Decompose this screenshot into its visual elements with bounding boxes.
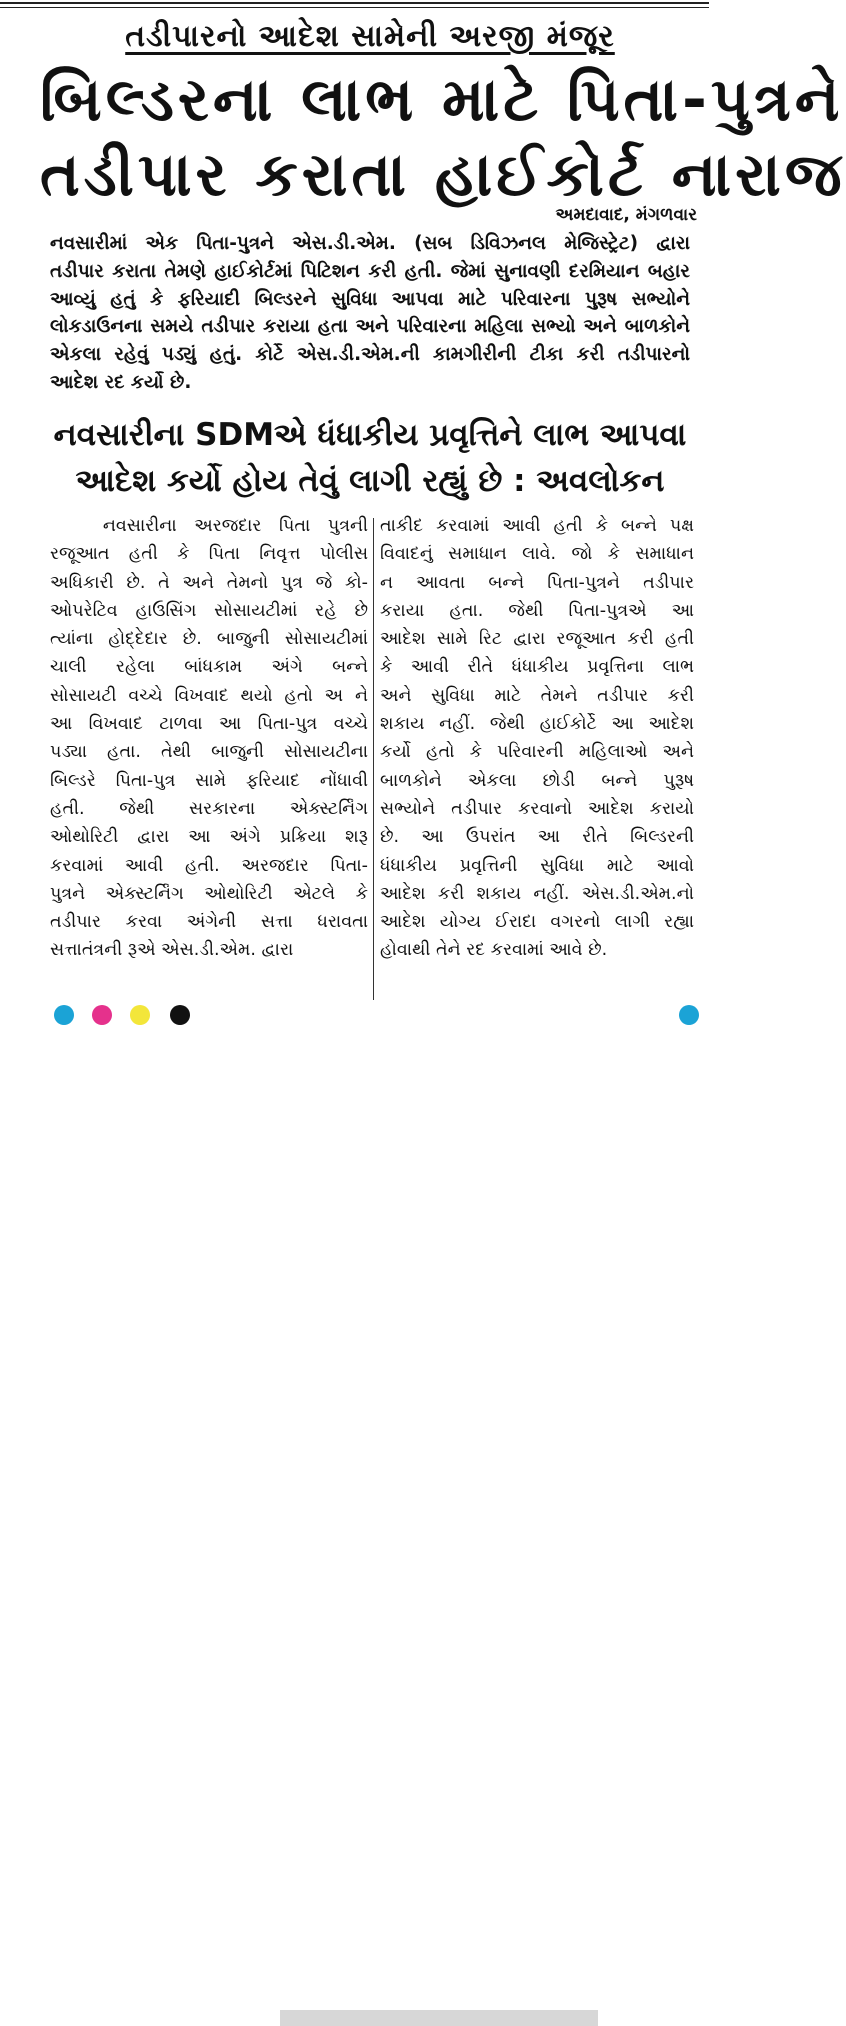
body-line: તાકીદ કરવામાં આવી હતી કે બન્ને પક્ષ (380, 516, 694, 536)
lead-line: આવ્યું હતું કે ફરિયાદી બિલ્ડરને સુવિધા આપવા માટે પરિવારના પુરૂષ સભ્યોને (50, 288, 690, 310)
body-line: આ વિખવાદ ટાળવા આ પિતા-પુત્ર વચ્ચે (50, 714, 368, 735)
magenta-registration-dot (92, 1005, 112, 1025)
body-line: પડ્યા હતા. તેથી બાજુની સોસાયટીના (50, 742, 368, 763)
body-line: ઓથોરિટી દ્વારા આ અંગે પ્રક્રિયા શરૂ (50, 827, 368, 848)
body-line: કરાયા હતા. જેથી પિતા-પુત્રએ આ (380, 600, 694, 621)
body-line: તડીપાર કરવા અંગેની સત્તા ધરાવતા (50, 912, 368, 933)
black-registration-dot (170, 1005, 190, 1025)
body-line: આદેશ કરી શકાય નહીં. એસ.ડી.એમ.નો (380, 883, 694, 904)
main-headline-line-2: તડીપાર કરાતા હાઈકોર્ટ નારાજ (40, 140, 846, 210)
body-line: સોસાયટી વચ્ચે વિખવાદ થયો હતો અ ને (50, 685, 368, 706)
body-line: પુત્રને એક્સ્ટર્નિંગ ઓથોરિટી એટલે કે (50, 883, 368, 904)
body-line: ત્યાંના હોદ્દેદાર છે. બાજુની સોસાયટીમાં (50, 629, 368, 650)
column-divider (373, 518, 374, 1000)
cyan-registration-dot (54, 1005, 74, 1025)
body-line: વિવાદનું સમાધાન લાવે. જો કે સમાધાન (380, 544, 694, 565)
body-column-right (380, 512, 694, 965)
body-line: સભ્યોને તડીપાર કરવાનો આદેશ કરાયો (380, 798, 694, 819)
lead-line: એકલા રહેવું પડ્યું હતું. કોર્ટે એસ.ડી.એમ.ની કામગીરીની ટીકા કરી તડીપારનો (50, 344, 690, 366)
body-line: કરવામાં આવી હતી. અરજદાર પિતા- (50, 855, 368, 876)
body-line: બિલ્ડરે પિતા-પુત્ર સામે ફરિયાદ નોંધાવી (50, 770, 368, 791)
body-column-left (50, 512, 368, 965)
subheadline-line-2: આદેશ કર્યો હોય તેવું લાગી રહ્યું છે : અવલોકન (75, 463, 665, 499)
body-line: ન આવતા બન્ને પિતા-પુત્રને તડીપાર (380, 572, 694, 593)
body-line: છે. આ ઉપરાંત આ રીતે બિલ્ડરની (380, 827, 694, 848)
body-line: ઓપરેટિવ હાઉસિંગ સોસાયટીમાં રહે છે (50, 600, 368, 621)
cyan-registration-dot-right (679, 1005, 699, 1025)
body-line: ધંધાકીય પ્રવૃત્તિની સુવિધા માટે આવો (380, 855, 694, 876)
gray-color-bar (280, 2010, 598, 2026)
top-rule (0, 0, 709, 10)
body-line: અધિકારી છે. તે અને તેમનો પુત્ર જે કો- (50, 572, 368, 593)
body-line: શકાય નહીં. જેથી હાઈકોર્ટે આ આદેશ (380, 714, 694, 735)
body-line: આદેશ સામે રિટ દ્વારા રજૂઆત કરી હતી (380, 629, 694, 650)
main-headline-line-1: બિલ્ડરના લાભ માટે પિતા-પુત્રને (40, 65, 844, 135)
body-line: બાળકોને એકલા છોડી બન્ને પુરૂષ (380, 770, 694, 791)
body-line: રજૂઆત હતી કે પિતા નિવૃત્ત પોલીસ (50, 544, 368, 565)
body-line: ચાલી રહેલા બાંધકામ અંગે બન્ને (50, 657, 368, 678)
body-line: કર્યો હતો કે પરિવારની મહિલાઓ અને (380, 742, 694, 763)
lead-line: આદેશ રદ કર્યો છે. (50, 371, 192, 393)
lead-line: નવસારીમાં એક પિતા-પુત્રને એસ.ડી.એમ. (સબ ડિવિઝનલ મેજિસ્ટ્રેટ) દ્વારા (50, 233, 690, 254)
yellow-registration-dot (130, 1005, 150, 1025)
kicker-headline: તડીપારનો આદેશ સામેની અરજી મંજૂર (125, 19, 615, 54)
lead-paragraph (50, 230, 690, 397)
body-line: સત્તાતંત્રની રૂએ એસ.ડી.એમ. દ્વારા (50, 940, 294, 961)
dateline: અમદાવાદ, મંગળવાર (555, 205, 697, 225)
body-line: નવસારીના અરજદાર પિતા પુત્રની (50, 516, 368, 536)
body-line: અને સુવિધા માટે તેમને તડીપાર કરી (380, 685, 694, 706)
lead-line: લોકડાઉનના સમયે તડીપાર કરાયા હતા અને પરિવારના મહિલા સભ્યો અને બાળકોને (50, 316, 690, 338)
body-line: આદેશ યોગ્ય ઈરાદા વગરનો લાગી રહ્યા (380, 912, 694, 933)
subheadline-line-1: નવસારીના SDMએ ધંધાકીય પ્રવૃત્તિને લાભ આપવા (53, 417, 687, 453)
lead-line: તડીપાર કરાતા તેમણે હાઈકોર્ટમાં પિટિશન કરી હતી. જેમાં સુનાવણી દરમિયાન બહાર (50, 260, 690, 282)
body-line: હતી. જેથી સરકારના એક્સ્ટર્નિંગ (50, 798, 368, 819)
body-line: કે આવી રીતે ધંધાકીય પ્રવૃત્તિના લાભ (380, 657, 694, 678)
body-line: હોવાથી તેને રદ કરવામાં આવે છે. (380, 940, 608, 961)
registration-marks (0, 1003, 709, 1023)
